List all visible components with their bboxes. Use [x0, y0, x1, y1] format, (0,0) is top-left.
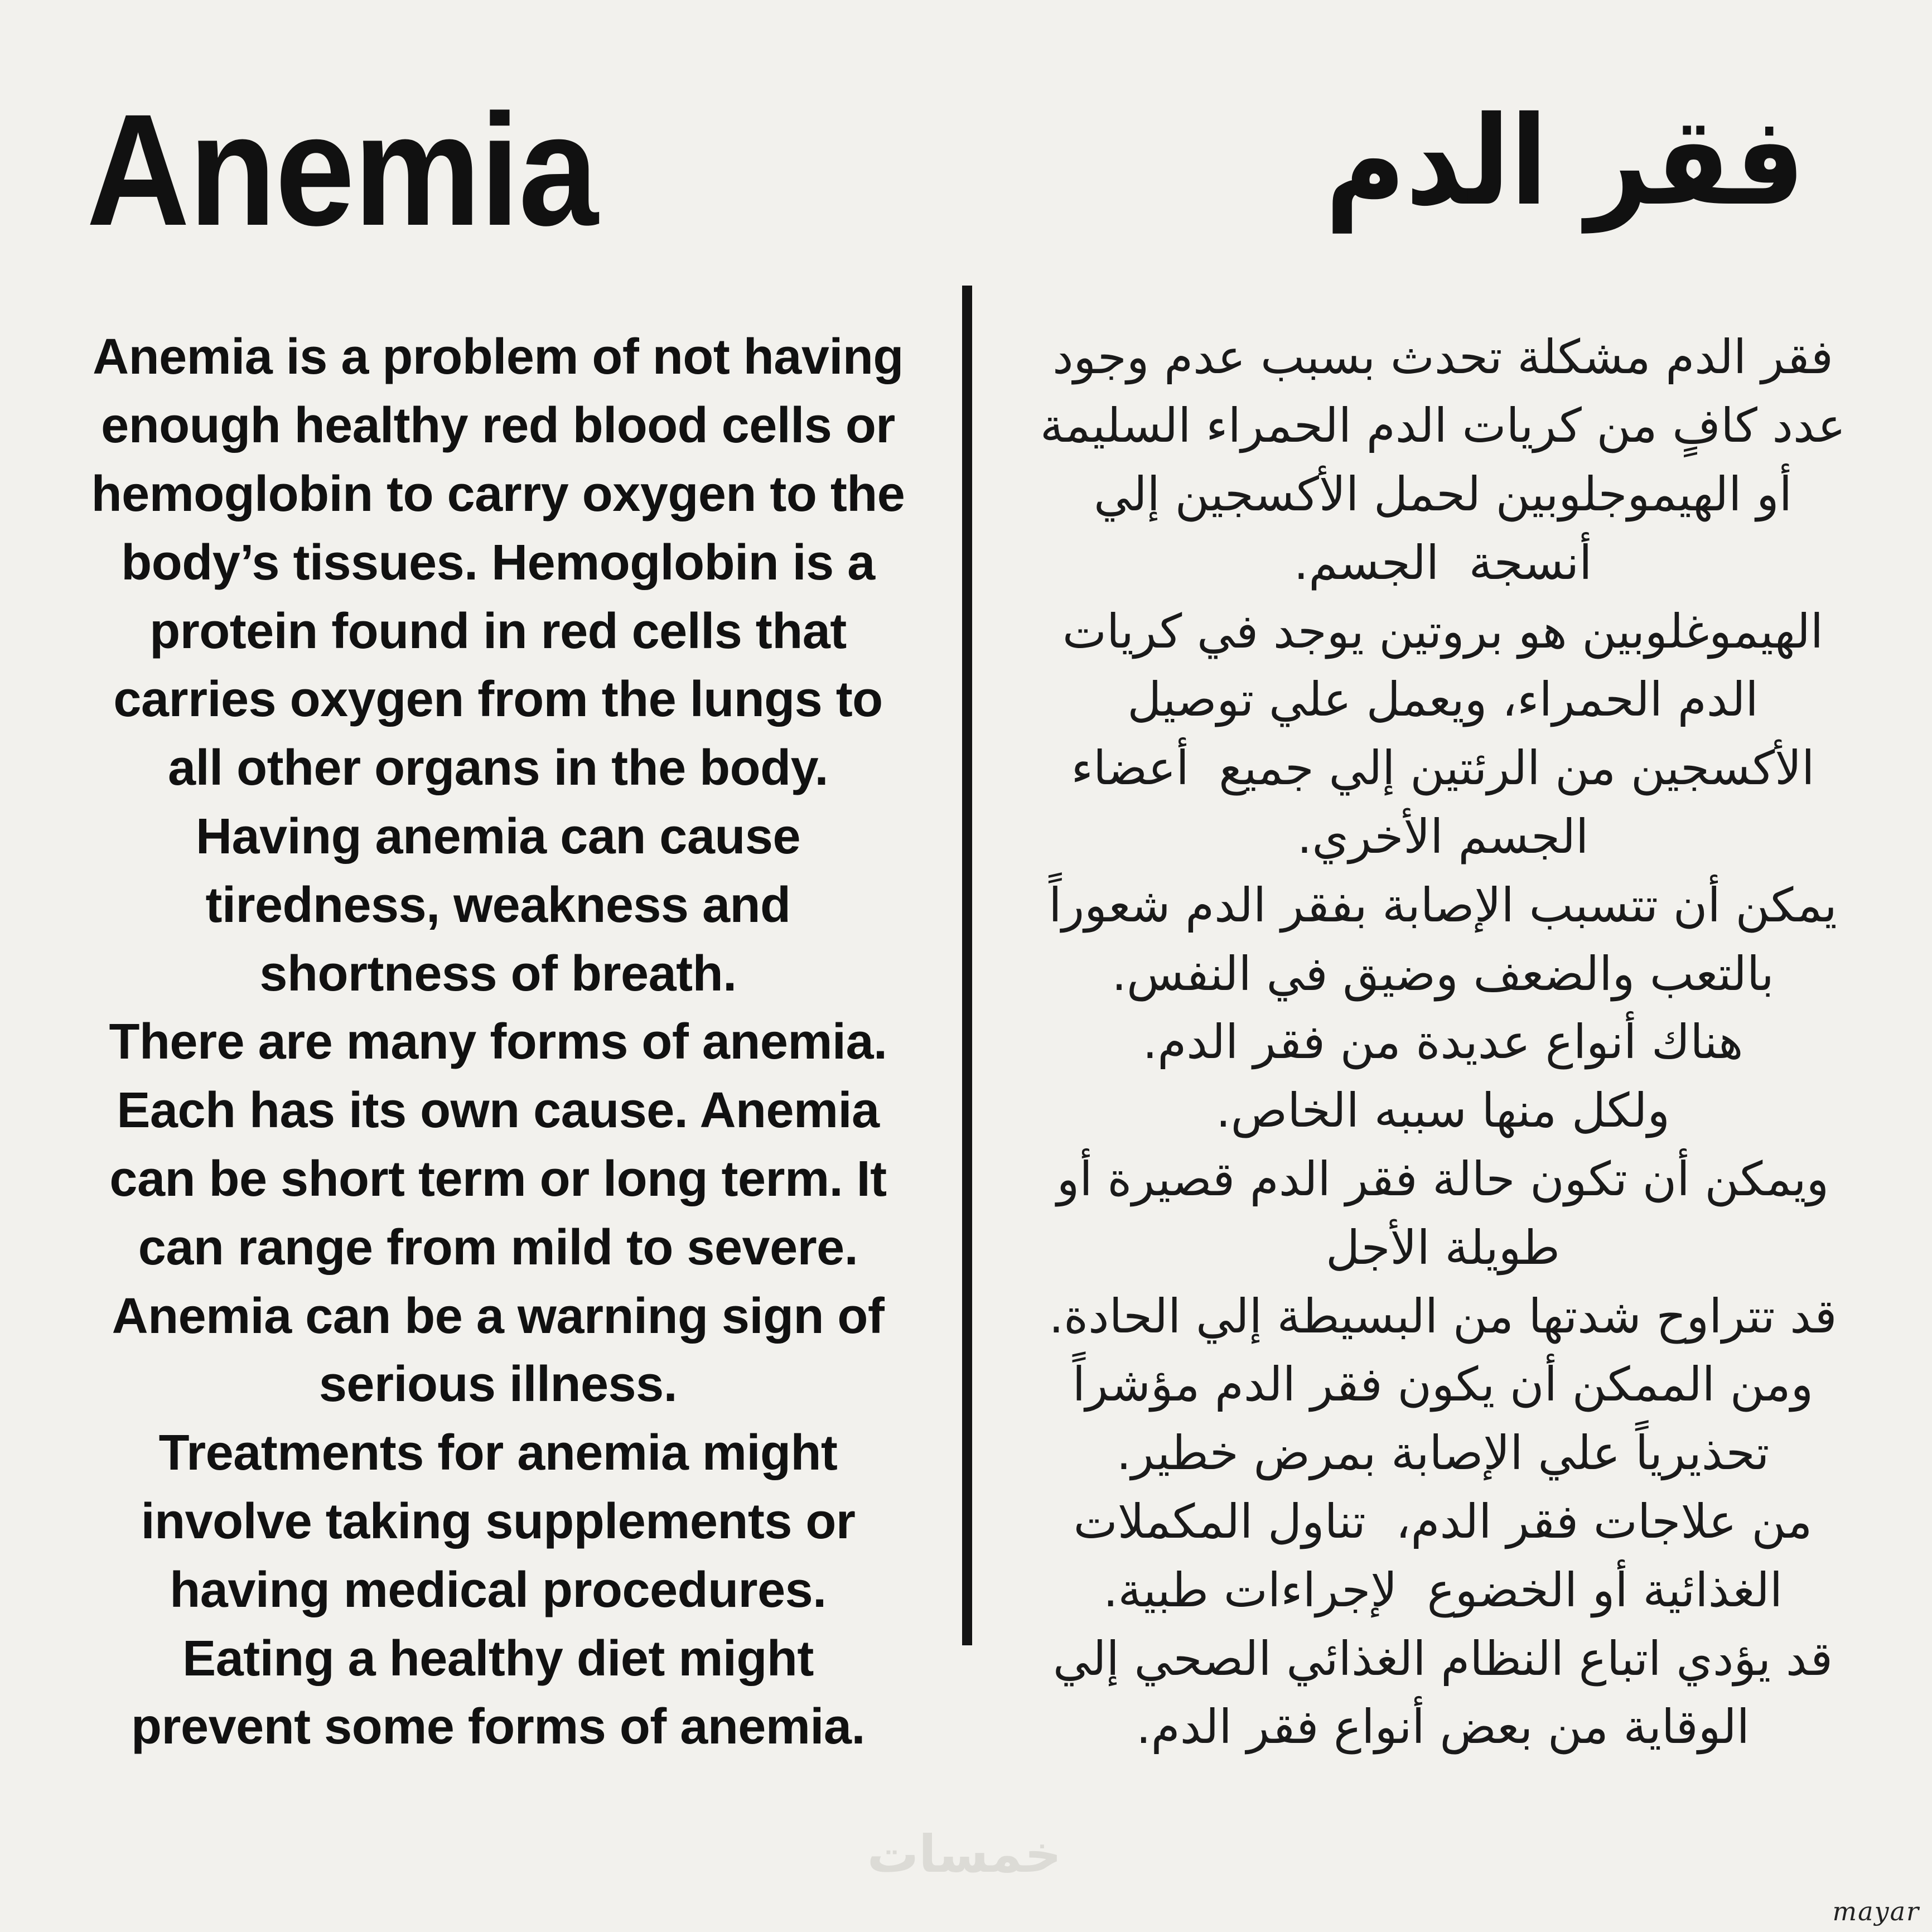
english-text-line: There are many forms of anemia.: [109, 1014, 887, 1070]
column-divider: [962, 286, 972, 1645]
arabic-text-line: هناك أنواع عديدة من فقر الدم.: [1142, 1015, 1743, 1070]
watermark-logo: خمسات: [867, 1824, 1062, 1884]
arabic-text-line: الوقاية من بعض أنواع فقر الدم.: [1136, 1699, 1750, 1755]
english-text-line: Anemia is a problem of not having: [93, 329, 904, 385]
english-column: [52, 323, 944, 1761]
english-text-line: carries oxygen from the lungs to: [113, 672, 883, 728]
author-signature: mayar: [1832, 1896, 1920, 1926]
arabic-text-line: الجسم الأخري.: [1297, 809, 1589, 864]
english-text-line: serious illness.: [318, 1356, 678, 1413]
arabic-text-line: عدد كافٍ من كريات الدم الحمراء السليمة: [1040, 398, 1846, 453]
arabic-title: فقر الدم: [1325, 90, 1805, 233]
arabic-text-line: تحذيرياً علي الإصابة بمرض خطير.: [1116, 1426, 1770, 1481]
english-text-line: shortness of breath.: [259, 945, 737, 1002]
arabic-column: [1013, 323, 1872, 1761]
english-text-line: Anemia can be a warning sign of: [112, 1288, 885, 1344]
arabic-text-line: بالتعب والضعف وضيق في النفس.: [1112, 946, 1774, 1001]
arabic-text-line: الأكسجين من الرئتين إلي جميع أعضاء: [1071, 741, 1815, 796]
english-text-line: hemoglobin to carry oxygen to the: [91, 466, 905, 522]
english-text-line: Having anemia can cause: [195, 808, 800, 864]
arabic-text-line: أو الهيموجلوبين لحمل الأكسجين إلي: [1093, 466, 1793, 521]
arabic-text-line: قد يؤدي اتباع النظام الغذائي الصحي إلي: [1052, 1631, 1833, 1686]
english-text-line: all other organs in the body.: [168, 740, 828, 796]
english-title: Anemia: [86, 81, 597, 259]
english-text-line: involve taking supplements or: [141, 1493, 856, 1549]
arabic-text-line: ويمكن أن تكون حالة فقر الدم قصيرة أو: [1056, 1151, 1829, 1206]
english-text-line: enough healthy red blood cells or: [101, 398, 895, 454]
arabic-text-line: الغذائية أو الخضوع لإجراءات طبية.: [1103, 1562, 1783, 1617]
arabic-text-line: ولكل منها سببه الخاص.: [1215, 1083, 1670, 1138]
arabic-text-line: الهيموغلوبين هو بروتين يوجد في كريات: [1062, 603, 1824, 659]
arabic-text-line: طويلة الأجل: [1326, 1220, 1560, 1275]
english-text-line: having medical procedures.: [170, 1562, 827, 1618]
arabic-text-line: يمكن أن تتسبب الإصابة بفقر الدم شعوراً: [1049, 877, 1837, 933]
english-text-line: prevent some forms of anemia.: [131, 1699, 865, 1755]
english-text-line: can be short term or long term. It: [109, 1151, 887, 1207]
arabic-text-line: قد تتراوح شدتها من البسيطة إلي الحادة.: [1049, 1288, 1837, 1344]
english-text-line: body’s tissues. Hemoglobin is a: [121, 534, 875, 591]
english-text-line: tiredness, weakness and: [205, 877, 791, 933]
english-text-line: Eating a healthy diet might: [182, 1630, 814, 1687]
english-text-line: can range from mild to severe.: [138, 1219, 858, 1276]
arabic-text-line: من علاجات فقر الدم، تناول المكملات: [1073, 1494, 1813, 1549]
arabic-text-line: أنسجة الجسم.: [1293, 535, 1592, 590]
arabic-text-line: الدم الحمراء، ويعمل علي توصيل: [1127, 672, 1759, 727]
arabic-title-container: [1303, 90, 1805, 233]
english-text-line: Each has its own cause. Anemia: [117, 1083, 880, 1139]
arabic-text-line: ومن الممكن أن يكون فقر الدم مؤشراً: [1072, 1357, 1814, 1412]
arabic-text-line: فقر الدم مشكلة تحدث بسبب عدم وجود: [1052, 330, 1833, 385]
english-text-line: protein found in red cells that: [149, 603, 847, 659]
english-text-line: Treatments for anemia might: [158, 1425, 838, 1481]
